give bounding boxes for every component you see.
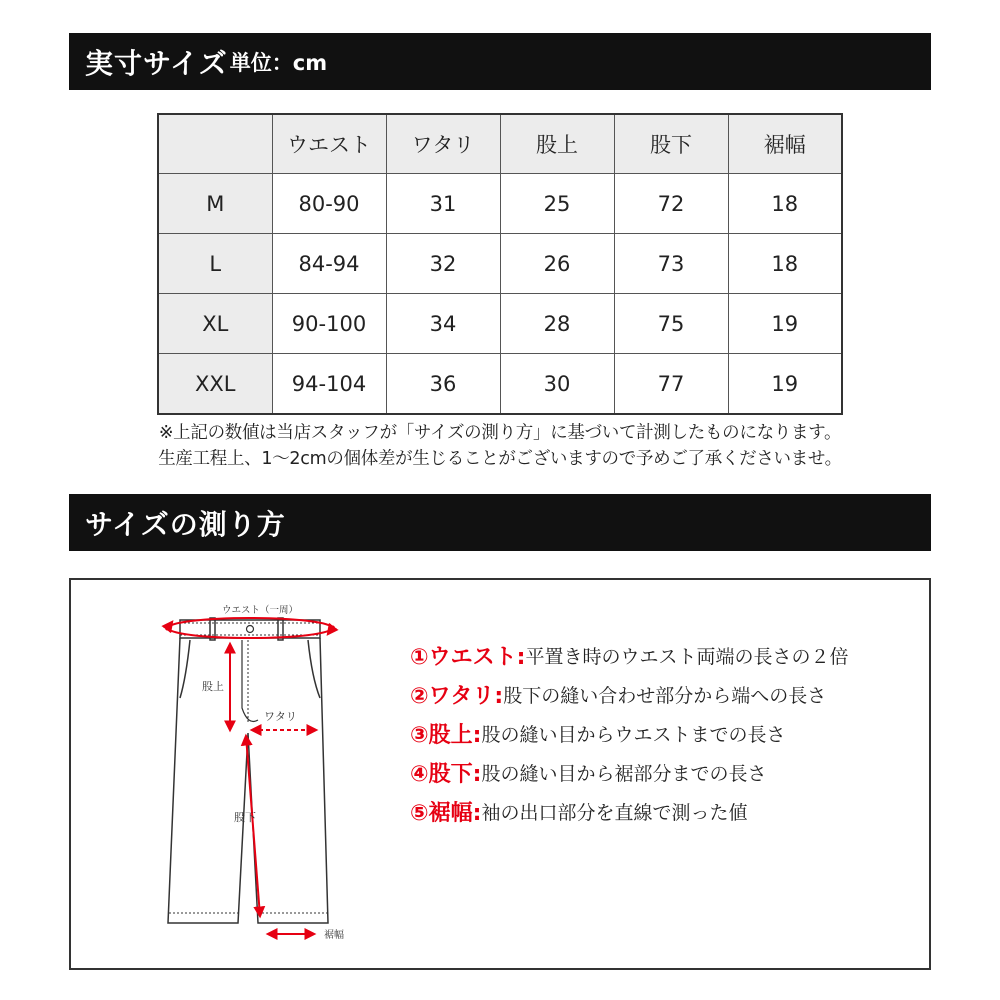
table-header-corner (158, 114, 272, 174)
definition-text: 袖の出口部分を直線で測った値 (481, 802, 748, 824)
button-icon (247, 626, 254, 633)
table-cell: 30 (500, 354, 614, 415)
hem-diagram-label: 裾幅 (324, 930, 344, 941)
definition-item (410, 753, 910, 792)
inseam-measure-line (246, 736, 260, 916)
definition-text: 股の縫い目からウエストまでの長さ (481, 724, 786, 746)
table-row (158, 174, 842, 234)
table-row (158, 294, 842, 354)
table-header-rise: 股上 (500, 114, 614, 174)
pants-diagram (150, 598, 370, 948)
table-cell: 18 (728, 234, 842, 294)
note-line-2: 生産工程上、1〜2cmの個体差が生じることがございますので予めご了承くださいませ。 (158, 449, 842, 469)
note-line-1: ※上記の数値は当店スタッフが「サイズの測り方」に基づいて計測したものになります。 (158, 423, 842, 443)
table-row (158, 234, 842, 294)
size-section-header (69, 33, 931, 90)
size-label: M (158, 174, 272, 234)
inseam-diagram-label: 股下 (234, 811, 256, 824)
size-label: L (158, 234, 272, 294)
definition-term: ②ワタリ: (410, 684, 504, 709)
table-cell: 94-104 (272, 354, 386, 415)
definition-text: 平置き時のウエスト両端の長さの２倍 (525, 646, 849, 668)
definition-text: 股下の縫い合わせ部分から端への長さ (503, 685, 827, 707)
measurement-notes (69, 420, 931, 472)
definition-term: ⑤裾幅: (410, 801, 482, 826)
definition-term: ④股下: (410, 762, 482, 787)
definition-item (410, 792, 910, 831)
table-cell: 72 (614, 174, 728, 234)
size-section-title: 実寸サイズ (85, 46, 228, 80)
table-cell: 26 (500, 234, 614, 294)
table-row (158, 354, 842, 415)
measure-section-header (69, 494, 931, 551)
table-header-waist: ウエスト (272, 114, 386, 174)
table-cell: 25 (500, 174, 614, 234)
table-cell: 19 (728, 354, 842, 415)
definition-term: ①ウエスト: (410, 645, 526, 670)
table-cell: 28 (500, 294, 614, 354)
table-cell: 18 (728, 174, 842, 234)
definition-item (410, 636, 910, 675)
table-cell: 80-90 (272, 174, 386, 234)
definition-item (410, 675, 910, 714)
measure-section-title: サイズの測り方 (85, 507, 286, 541)
table-header-thigh: ワタリ (386, 114, 500, 174)
table-cell: 77 (614, 354, 728, 415)
waist-diagram-label: ウエスト（一周） (222, 605, 299, 616)
table-cell: 90-100 (272, 294, 386, 354)
table-header-hem: 裾幅 (728, 114, 842, 174)
definition-text: 股の縫い目から裾部分までの長さ (481, 763, 767, 785)
table-cell: 34 (386, 294, 500, 354)
table-header-inseam: 股下 (614, 114, 728, 174)
table-cell: 32 (386, 234, 500, 294)
measurement-definitions (410, 636, 910, 831)
table-cell: 73 (614, 234, 728, 294)
table-header-row (158, 114, 842, 174)
table-cell: 19 (728, 294, 842, 354)
table-cell: 36 (386, 354, 500, 415)
table-cell: 84-94 (272, 234, 386, 294)
thigh-diagram-label: ワタリ (264, 710, 297, 723)
table-cell: 31 (386, 174, 500, 234)
size-unit-label: 単位：cm (229, 50, 328, 75)
rise-diagram-label: 股上 (202, 680, 224, 693)
size-label: XXL (158, 354, 272, 415)
size-table (157, 113, 843, 415)
definition-term: ③股上: (410, 723, 482, 748)
table-cell: 75 (614, 294, 728, 354)
size-label: XL (158, 294, 272, 354)
definition-item (410, 714, 910, 753)
